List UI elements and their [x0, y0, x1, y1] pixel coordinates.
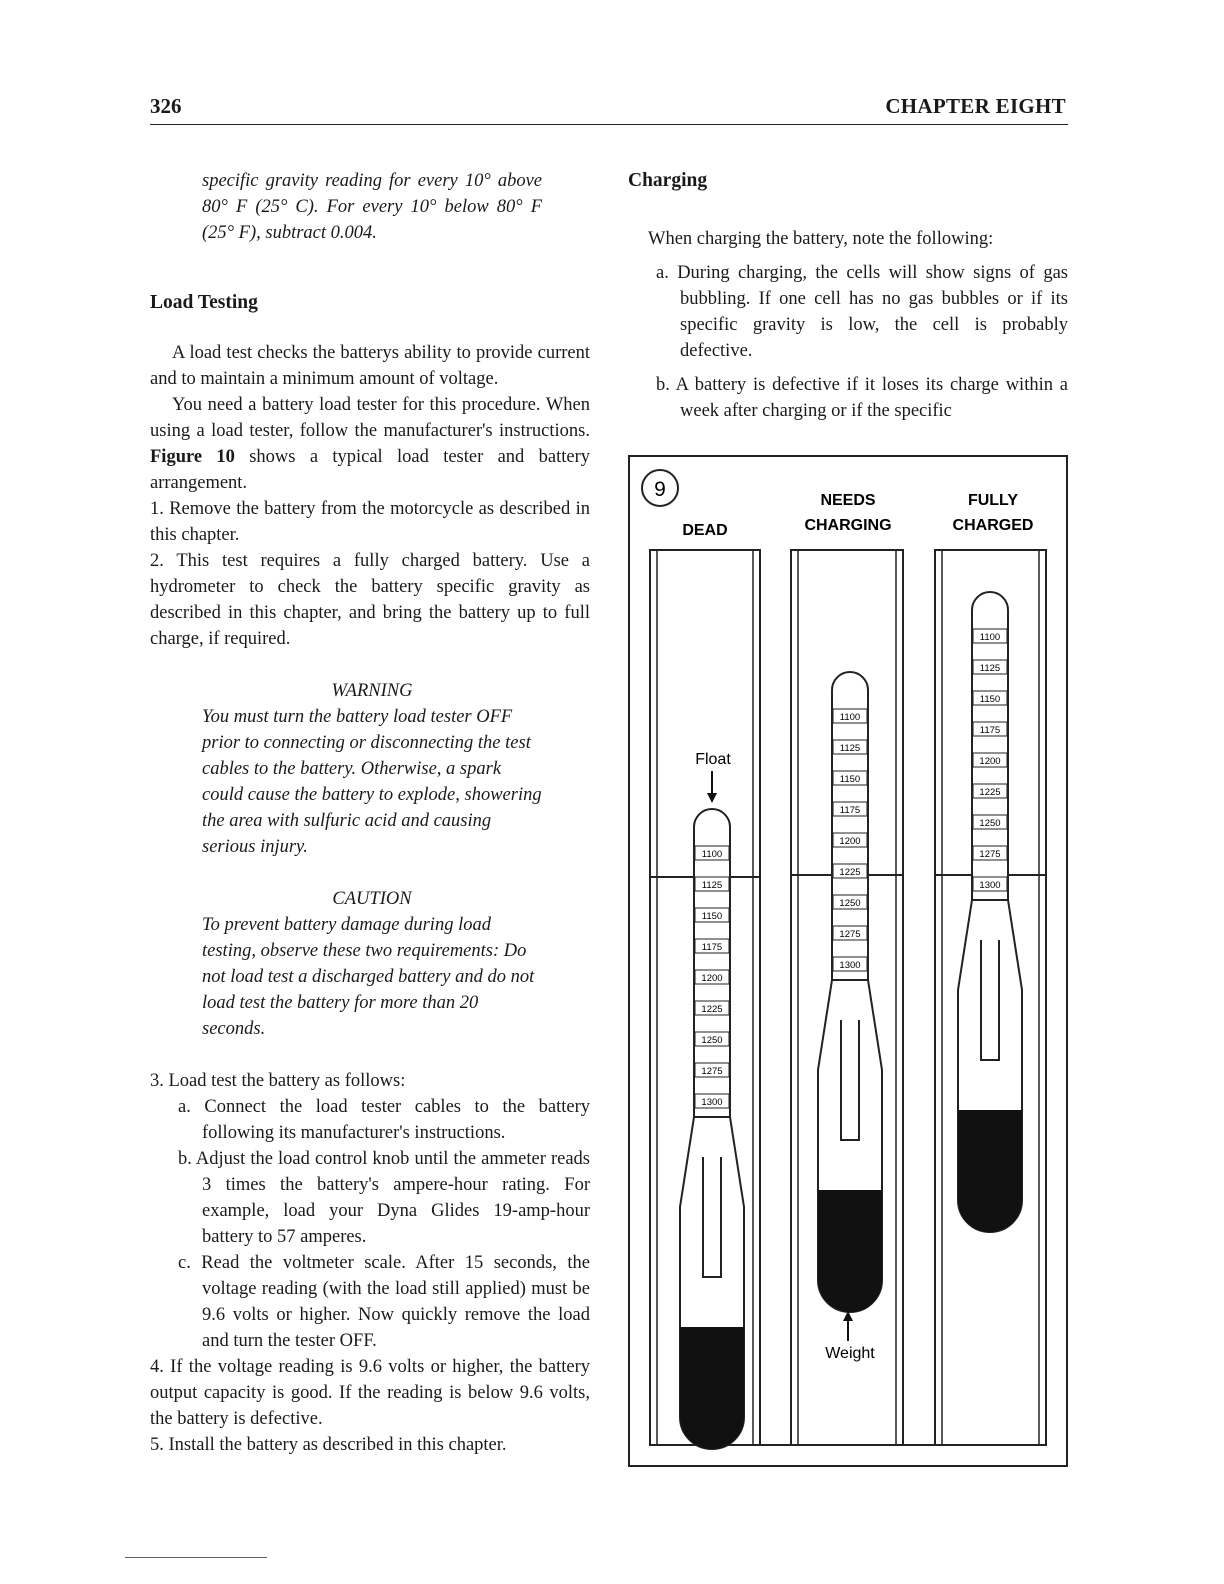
scale-label-needs-1200: 1200 — [839, 836, 861, 847]
scale-label-needs-1100: 1100 — [839, 712, 861, 723]
load-testing-heading: Load Testing — [150, 292, 258, 313]
warning-text: You must turn the battery load tester OFF prior to connecting or disconnecting the test cables to the battery. Otherwise, a spark could cause the battery to explode, showering the area with sulfuric acid and causing serious injury. — [202, 707, 542, 857]
figure-number: 9 — [654, 478, 666, 501]
scale-label-dead-1225: 1225 — [701, 1004, 723, 1015]
intro-note: specific gravity reading for every 10° above 80° F (25° C). For every 10° below 80° F (25° F), subtract 0.004. — [202, 171, 542, 243]
step-2: 2. This test requires a fully charged battery. Use a hydrometer to check the battery specific gravity as described in this chapter, and bring the battery up to full charge, if required. — [150, 551, 590, 649]
left-column — [150, 168, 590, 1458]
p2-post: shows a typical load tester and battery arrangement. — [150, 447, 590, 493]
step-3b: b. Adjust the load control knob until the ammeter reads 3 times the battery's ampere-hour rating. For example, load your Dyna Glides 19-amp-hour battery to 57 amperes. — [178, 1149, 590, 1247]
scale-label-needs-1275: 1275 — [839, 929, 861, 940]
label-dead: DEAD — [682, 522, 728, 539]
charging-item-b: b. A battery is defective if it loses its charge within a week after charging or if the specific — [656, 375, 1068, 421]
step-3: 3. Load test the battery as follows: — [150, 1071, 406, 1091]
scale-label-fully-1300: 1300 — [979, 880, 1001, 891]
label-float: Float — [695, 751, 731, 768]
step-3a: a. Connect the load tester cables to the battery following its manufacturer's instructions. — [178, 1097, 590, 1143]
label-charging: CHARGING — [804, 517, 892, 534]
float-weight-fully — [958, 1110, 1022, 1232]
step-4: 4. If the voltage reading is 9.6 volts or higher, the battery output capacity is good. If the reading is below 9.6 volts, the battery is defective. — [150, 1357, 590, 1429]
scale-label-dead-1200: 1200 — [701, 973, 723, 984]
scale-label-fully-1275: 1275 — [979, 849, 1001, 860]
charging-intro: When charging the battery, note the following: — [648, 229, 994, 249]
scale-label-fully-1200: 1200 — [979, 756, 1001, 767]
scale-label-dead-1125: 1125 — [701, 880, 723, 891]
caution-text: To prevent battery damage during load testing, observe these two requirements: Do not load test a discharged battery and do not load test the battery for more than 20 seconds. — [202, 915, 535, 1039]
caution-title: CAUTION — [332, 889, 412, 909]
right-column — [628, 168, 1068, 424]
scale-label-needs-1250: 1250 — [839, 898, 861, 909]
float-weight-dead — [680, 1327, 744, 1449]
label-weight: Weight — [825, 1345, 875, 1362]
scale-label-dead-1100: 1100 — [701, 849, 723, 860]
scale-label-needs-1150: 1150 — [839, 774, 861, 785]
scale-label-fully-1175: 1175 — [979, 725, 1001, 736]
load-test-paragraph-1: A load test checks the batterys ability to provide current and to maintain a minimum amount of voltage. — [150, 343, 590, 389]
scale-label-fully-1250: 1250 — [979, 818, 1001, 829]
charging-heading: Charging — [628, 170, 708, 191]
scale-label-dead-1275: 1275 — [701, 1066, 723, 1077]
scale-label-needs-1125: 1125 — [839, 743, 861, 754]
scale-label-needs-1300: 1300 — [839, 960, 861, 971]
scale-label-fully-1225: 1225 — [979, 787, 1001, 798]
step-1: 1. Remove the battery from the motorcycle as described in this chapter. — [150, 499, 590, 545]
scale-label-needs-1225: 1225 — [839, 867, 861, 878]
chapter-title: CHAPTER EIGHT — [885, 94, 1066, 118]
scale-label-dead-1300: 1300 — [701, 1097, 723, 1108]
figure-reference[interactable]: Figure 10 — [150, 447, 235, 467]
float-weight-needs — [818, 1190, 882, 1312]
scale-label-dead-1150: 1150 — [701, 911, 723, 922]
header-rule — [150, 124, 1068, 125]
page-number: 326 — [150, 94, 182, 118]
scale-label-fully-1100: 1100 — [979, 632, 1001, 643]
footer-rule — [125, 1557, 267, 1558]
step-3c: c. Read the voltmeter scale. After 15 seconds, the voltage reading (with the load still applied) must be 9.6 volts or higher. Now quickly remove the load and turn the tester OFF. — [178, 1253, 590, 1351]
label-charged: CHARGED — [952, 517, 1034, 534]
scale-label-needs-1175: 1175 — [839, 805, 861, 816]
label-needs: NEEDS — [820, 492, 876, 509]
scale-label-fully-1125: 1125 — [979, 663, 1001, 674]
load-test-paragraph-2 — [150, 392, 590, 496]
charging-item-a: a. During charging, the cells will show signs of gas bubbling. If one cell has no gas bubbles or if its specific gravity is low, the cell is probably defective. — [656, 263, 1068, 361]
label-fully: FULLY — [967, 492, 1019, 509]
p2-pre: You need a battery load tester for this procedure. When using a load tester, follow the manufacturer's instructions. — [150, 395, 590, 441]
scale-label-fully-1150: 1150 — [979, 694, 1001, 705]
hydrometer-diagram — [628, 455, 1068, 1467]
hydrometer-figure — [628, 455, 1068, 1467]
step-5: 5. Install the battery as described in this chapter. — [150, 1435, 507, 1455]
warning-title: WARNING — [331, 681, 413, 701]
scale-label-dead-1175: 1175 — [701, 942, 723, 953]
scale-label-dead-1250: 1250 — [701, 1035, 723, 1046]
